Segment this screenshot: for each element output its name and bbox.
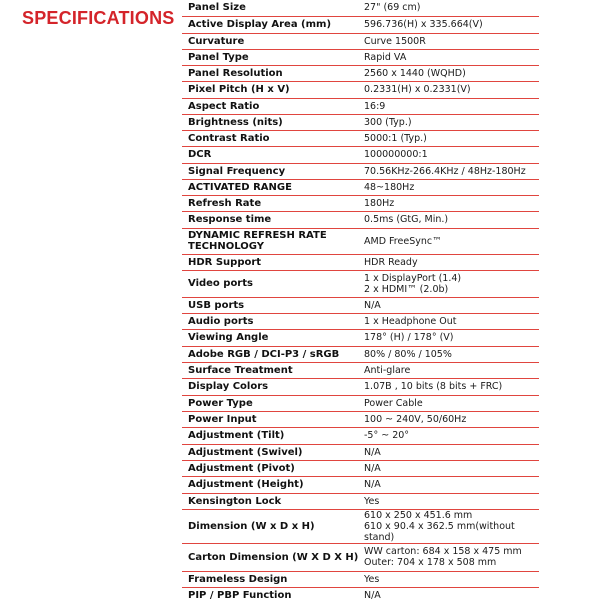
spec-label: Curvature	[182, 33, 358, 49]
spec-value: 0.5ms (GtG, Min.)	[358, 211, 539, 228]
page-title: SPECIFICATIONS	[22, 8, 175, 28]
spec-label: USB ports	[182, 297, 358, 313]
spec-value: -5° ~ 20°	[358, 427, 539, 444]
spec-value: 596.736(H) x 335.664(V)	[358, 16, 539, 33]
spec-row	[182, 228, 539, 254]
spec-label: Panel Resolution	[182, 65, 358, 81]
spec-row	[182, 587, 539, 600]
spec-row	[182, 476, 539, 493]
spec-value: AMD FreeSync™	[358, 228, 539, 254]
spec-row	[182, 329, 539, 346]
spec-label: Power Type	[182, 395, 358, 411]
spec-value: N/A	[358, 587, 539, 600]
spec-row	[182, 130, 539, 146]
spec-label: Adjustment (Height)	[182, 476, 358, 493]
spec-value: 610 x 250 x 451.6 mm 610 x 90.4 x 362.5 mm(without stand)	[358, 509, 539, 543]
spec-value: Curve 1500R	[358, 33, 539, 49]
spec-row	[182, 16, 539, 33]
spec-label: DCR	[182, 146, 358, 163]
spec-value: N/A	[358, 297, 539, 313]
spec-row	[182, 195, 539, 211]
spec-label: Pixel Pitch (H x V)	[182, 81, 358, 98]
spec-label: Surface Treatment	[182, 362, 358, 378]
spec-row	[182, 571, 539, 587]
spec-row	[182, 98, 539, 114]
spec-label: Power Input	[182, 411, 358, 427]
spec-value: Rapid VA	[358, 49, 539, 65]
spec-value: 1 x Headphone Out	[358, 313, 539, 329]
spec-value: 300 (Typ.)	[358, 114, 539, 130]
specifications-table	[182, 0, 539, 600]
spec-value: 178° (H) / 178° (V)	[358, 329, 539, 346]
spec-label: Carton Dimension (W X D X H)	[182, 543, 358, 571]
spec-row	[182, 0, 539, 16]
spec-value: N/A	[358, 476, 539, 493]
spec-value: Power Cable	[358, 395, 539, 411]
spec-label: Display Colors	[182, 378, 358, 395]
spec-row	[182, 313, 539, 329]
spec-row	[182, 270, 539, 297]
spec-value: 100000000:1	[358, 146, 539, 163]
spec-label: ACTIVATED RANGE	[182, 179, 358, 195]
spec-value: N/A	[358, 444, 539, 460]
spec-row	[182, 395, 539, 411]
spec-label: HDR Support	[182, 254, 358, 270]
spec-row	[182, 65, 539, 81]
spec-row	[182, 427, 539, 444]
spec-row	[182, 33, 539, 49]
spec-value: 2560 x 1440 (WQHD)	[358, 65, 539, 81]
spec-value: Yes	[358, 571, 539, 587]
spec-label: Audio ports	[182, 313, 358, 329]
spec-label: Frameless Design	[182, 571, 358, 587]
spec-value: 70.56KHz-266.4KHz / 48Hz-180Hz	[358, 163, 539, 179]
spec-value: Yes	[358, 493, 539, 509]
spec-value: 180Hz	[358, 195, 539, 211]
spec-row	[182, 211, 539, 228]
spec-value: Anti-glare	[358, 362, 539, 378]
spec-row	[182, 444, 539, 460]
spec-label: Dimension (W x D x H)	[182, 509, 358, 543]
spec-value: HDR Ready	[358, 254, 539, 270]
spec-label: Panel Size	[182, 0, 358, 16]
spec-row	[182, 254, 539, 270]
spec-row	[182, 509, 539, 543]
spec-row	[182, 114, 539, 130]
spec-row	[182, 297, 539, 313]
spec-value: 1 x DisplayPort (1.4) 2 x HDMI™ (2.0b)	[358, 270, 539, 297]
spec-value: 100 ~ 240V, 50/60Hz	[358, 411, 539, 427]
spec-row	[182, 411, 539, 427]
spec-row	[182, 493, 539, 509]
spec-label: Refresh Rate	[182, 195, 358, 211]
spec-label: Panel Type	[182, 49, 358, 65]
spec-label: Adjustment (Tilt)	[182, 427, 358, 444]
spec-label: Response time	[182, 211, 358, 228]
spec-label: Active Display Area (mm)	[182, 16, 358, 33]
spec-label: Brightness (nits)	[182, 114, 358, 130]
spec-label: Kensington Lock	[182, 493, 358, 509]
spec-row	[182, 163, 539, 179]
spec-value: 5000:1 (Typ.)	[358, 130, 539, 146]
spec-row	[182, 146, 539, 163]
spec-row	[182, 378, 539, 395]
spec-row	[182, 543, 539, 571]
spec-value: 0.2331(H) x 0.2331(V)	[358, 81, 539, 98]
spec-value: 80% / 80% / 105%	[358, 346, 539, 362]
spec-value: 1.07B , 10 bits (8 bits + FRC)	[358, 378, 539, 395]
spec-row	[182, 179, 539, 195]
spec-value: 27" (69 cm)	[358, 0, 539, 16]
spec-row	[182, 362, 539, 378]
spec-row	[182, 49, 539, 65]
spec-row	[182, 460, 539, 476]
spec-value: 48~180Hz	[358, 179, 539, 195]
spec-row	[182, 346, 539, 362]
spec-label: Contrast Ratio	[182, 130, 358, 146]
spec-label: Adobe RGB / DCI-P3 / sRGB	[182, 346, 358, 362]
spec-row	[182, 81, 539, 98]
spec-label: PIP / PBP Function	[182, 587, 358, 600]
spec-label: Viewing Angle	[182, 329, 358, 346]
spec-label: DYNAMIC REFRESH RATE TECHNOLOGY	[182, 228, 358, 254]
spec-label: Video ports	[182, 270, 358, 297]
spec-label: Signal Frequency	[182, 163, 358, 179]
spec-label: Aspect Ratio	[182, 98, 358, 114]
spec-value: WW carton: 684 x 158 x 475 mm Outer: 704 x 178 x 508 mm	[358, 543, 539, 571]
spec-value: N/A	[358, 460, 539, 476]
spec-value: 16:9	[358, 98, 539, 114]
spec-label: Adjustment (Pivot)	[182, 460, 358, 476]
spec-label: Adjustment (Swivel)	[182, 444, 358, 460]
